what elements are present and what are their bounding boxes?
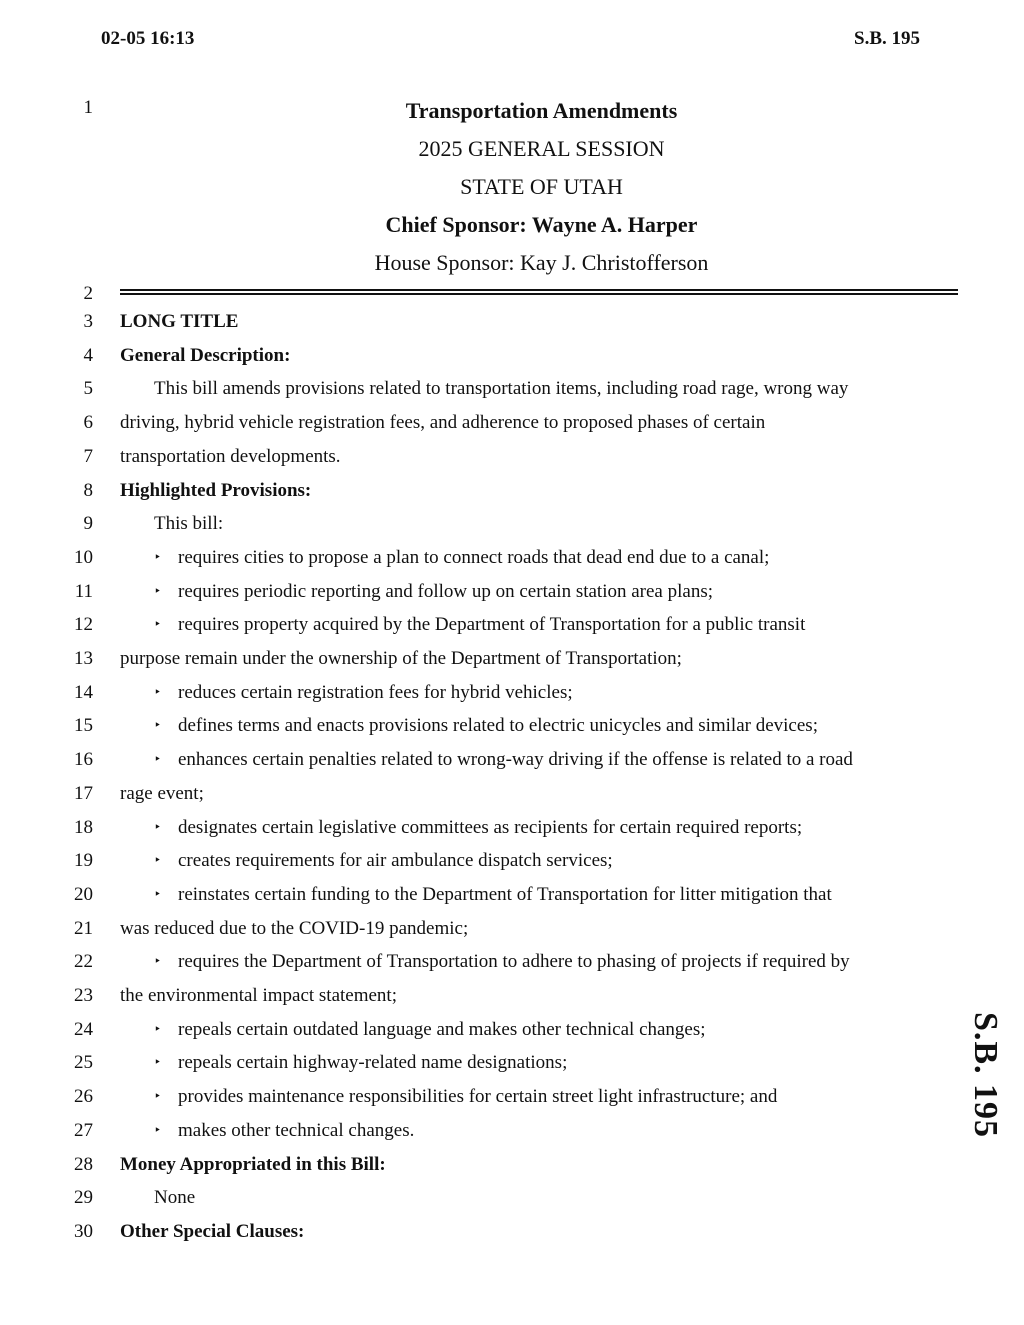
line-number: 16: [74, 749, 93, 771]
bullet-text: designates certain legislative committees as recipients for certain required reports;: [178, 816, 803, 838]
section-heading: Money Appropriated in this Bill:: [120, 1153, 386, 1175]
line-number: 29: [74, 1187, 93, 1209]
session-line: 2025 GENERAL SESSION: [418, 136, 665, 161]
bullet-item: [120, 1052, 954, 1074]
bullet-item: [120, 614, 954, 636]
bullet-marker: ‣: [154, 549, 162, 564]
bullet-text: makes other technical changes.: [178, 1119, 415, 1141]
line-number: 15: [74, 715, 93, 737]
bullet-marker: ‣: [154, 752, 162, 767]
line-number: 23: [74, 985, 93, 1006]
line-number: 21: [74, 917, 93, 939]
line-number: 1: [83, 97, 93, 118]
bullet-text: repeals certain outdated language and makes other technical changes;: [178, 1018, 706, 1040]
line-number: 8: [83, 479, 93, 501]
line-number: 18: [74, 816, 93, 838]
section-heading: General Description:: [120, 344, 291, 366]
line-number: 30: [74, 1220, 93, 1242]
bullet-text: reinstates certain funding to the Department of Transportation for litter mitigation that: [178, 883, 832, 905]
line-number: 22: [74, 951, 93, 973]
house-sponsor: House Sponsor: Kay J. Christofferson: [374, 250, 709, 275]
bullet-text: enhances certain penalties related to wrong-way driving if the offense is related to a road: [178, 749, 853, 771]
bullet-text: defines terms and enacts provisions related to electric unicycles and similar devices;: [178, 715, 818, 737]
line-number: 10: [74, 546, 93, 568]
section-heading: LONG TITLE: [120, 311, 239, 332]
bullet-marker: ‣: [154, 684, 162, 699]
body-line: This bill:: [154, 513, 224, 535]
bullet-item: [120, 682, 954, 704]
line-number: 6: [83, 412, 93, 434]
bullet-marker: ‣: [154, 954, 162, 969]
bullet-item: [120, 884, 954, 906]
line-number: 14: [74, 681, 93, 703]
running-header-left: 02-05 16:13: [101, 28, 195, 49]
bullet-marker: ‣: [154, 617, 162, 632]
body-line: was reduced due to the COVID-19 pandemic;: [120, 917, 469, 939]
bullet-item: [120, 850, 954, 872]
line-number: 11: [74, 580, 93, 602]
running-header-right: S.B. 195: [854, 28, 920, 49]
side-bill-number: S.B. 195: [967, 1011, 1004, 1139]
bullet-item: [120, 581, 954, 603]
bullet-marker: ‣: [154, 1055, 162, 1070]
bullet-text: requires property acquired by the Department of Transportation for a public transit: [178, 614, 806, 636]
bullet-text: requires the Department of Transportation to adhere to phasing of projects if required by: [178, 951, 850, 973]
line-number: 26: [74, 1086, 93, 1108]
body-line: None: [154, 1187, 196, 1209]
bullet-marker: ‣: [154, 853, 162, 868]
bullet-text: requires cities to propose a plan to connect roads that dead end due to a canal;: [178, 546, 770, 568]
line-number: 5: [83, 378, 93, 400]
line-number: 24: [74, 1018, 93, 1040]
title-block: [120, 98, 963, 288]
bullet-text: requires periodic reporting and follow up on certain station area plans;: [178, 580, 713, 602]
line-number: 27: [74, 1119, 93, 1141]
line-number: 13: [74, 648, 93, 669]
body-line: the environmental impact statement;: [120, 985, 397, 1006]
line-number: 28: [74, 1153, 93, 1175]
line-number: 4: [83, 344, 93, 366]
bullet-item: [120, 817, 954, 839]
line-number: 3: [83, 311, 93, 332]
line-number: 9: [83, 513, 93, 535]
state-line: STATE OF UTAH: [460, 174, 623, 199]
bullet-item: [120, 1019, 954, 1041]
bullet-item: [120, 547, 954, 569]
bullet-item: [120, 715, 954, 737]
bullet-marker: ‣: [154, 583, 162, 598]
bullet-marker: ‣: [154, 819, 162, 834]
body-line: purpose remain under the ownership of the Department of Transportation;: [120, 648, 682, 669]
line-number: 19: [74, 850, 93, 872]
bullet-text: creates requirements for air ambulance dispatch services;: [178, 850, 613, 872]
section-heading: Highlighted Provisions:: [120, 479, 312, 501]
line-number: 12: [74, 614, 93, 636]
bullet-marker: ‣: [154, 1089, 162, 1104]
section-heading: Other Special Clauses:: [120, 1220, 305, 1242]
double-rule-top: [120, 289, 958, 291]
bullet-text: reduces certain registration fees for hybrid vehicles;: [178, 681, 573, 703]
line-number: 2: [83, 283, 93, 304]
bullet-text: provides maintenance responsibilities for certain street light infrastructure; and: [178, 1086, 778, 1108]
bullet-text: repeals certain highway-related name designations;: [178, 1052, 568, 1074]
bullet-marker: ‣: [154, 718, 162, 733]
body-line: rage event;: [120, 782, 204, 804]
line-number: 7: [83, 445, 93, 467]
chief-sponsor: Chief Sponsor: Wayne A. Harper: [385, 212, 698, 237]
bullet-marker: ‣: [154, 1122, 162, 1137]
body-line: driving, hybrid vehicle registration fees, and adherence to proposed phases of certain: [120, 412, 766, 434]
bullet-item: [120, 1086, 954, 1108]
bullet-item: [120, 1120, 954, 1142]
bullet-item: [120, 749, 954, 771]
line-number: 20: [74, 883, 93, 905]
line-number: 25: [74, 1052, 93, 1074]
bill-title: Transportation Amendments: [405, 98, 678, 123]
bullet-marker: ‣: [154, 886, 162, 901]
body-line: transportation developments.: [120, 445, 341, 467]
bullet-item: [120, 951, 954, 973]
line-number: 17: [74, 782, 93, 804]
body-line: This bill amends provisions related to transportation items, including road rage, wrong way: [154, 378, 849, 400]
bullet-marker: ‣: [154, 1021, 162, 1036]
double-rule-bottom: [120, 293, 958, 295]
